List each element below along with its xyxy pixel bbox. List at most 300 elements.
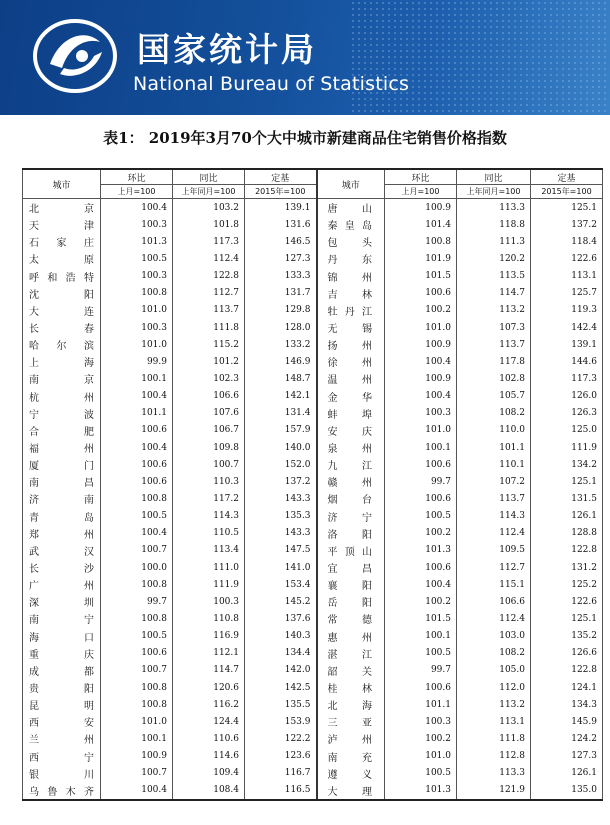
city-cell: 九江	[317, 456, 385, 473]
index-cell: 100.4	[385, 388, 457, 405]
city-cell: 北海	[317, 696, 385, 713]
city-cell: 兰州	[23, 730, 101, 747]
index-cell: 145.2	[245, 593, 317, 610]
index-cell: 135.3	[245, 508, 317, 525]
index-cell: 105.7	[457, 388, 531, 405]
index-cell: 103.2	[173, 199, 245, 217]
city-cell: 福州	[23, 439, 101, 456]
index-cell: 124.2	[531, 730, 603, 747]
index-cell: 128.0	[245, 319, 317, 336]
city-cell: 包头	[317, 233, 385, 250]
index-cell: 100.6	[385, 559, 457, 576]
index-cell: 126.3	[531, 405, 603, 422]
col-city-2: 城市	[317, 169, 385, 199]
index-cell: 113.3	[457, 765, 531, 782]
table-row	[23, 593, 603, 610]
nbs-logo-icon	[30, 16, 120, 96]
index-cell: 113.7	[457, 336, 531, 353]
index-cell: 99.9	[101, 353, 173, 370]
index-cell: 100.8	[101, 696, 173, 713]
index-cell: 100.6	[101, 456, 173, 473]
city-cell: 呼和浩特	[23, 268, 101, 285]
index-cell: 100.4	[385, 576, 457, 593]
index-cell: 117.2	[173, 490, 245, 507]
index-cell: 113.1	[457, 713, 531, 730]
city-cell: 西安	[23, 713, 101, 730]
table-row	[23, 388, 603, 405]
index-cell: 143.3	[245, 525, 317, 542]
col-city: 城市	[23, 169, 101, 199]
index-cell: 100.2	[385, 302, 457, 319]
index-cell: 133.3	[245, 268, 317, 285]
index-cell: 100.1	[385, 628, 457, 645]
index-cell: 134.2	[531, 456, 603, 473]
city-cell: 厦门	[23, 456, 101, 473]
city-cell: 哈尔滨	[23, 336, 101, 353]
table-row	[23, 662, 603, 679]
city-cell: 秦皇岛	[317, 216, 385, 233]
index-cell: 118.4	[531, 233, 603, 250]
index-cell: 114.3	[457, 508, 531, 525]
table-row	[23, 353, 603, 370]
index-cell: 112.4	[173, 250, 245, 267]
table-row	[23, 645, 603, 662]
col-mom-base-2: 上月=100	[385, 185, 457, 199]
col-yoy-base-2: 上年同月=100	[457, 185, 531, 199]
index-cell: 100.9	[385, 336, 457, 353]
city-cell: 常德	[317, 610, 385, 627]
table-row	[23, 285, 603, 302]
index-cell: 135.0	[531, 782, 603, 800]
city-cell: 烟台	[317, 490, 385, 507]
col-mom-base: 上月=100	[101, 185, 173, 199]
index-cell: 100.1	[385, 439, 457, 456]
city-cell: 惠州	[317, 628, 385, 645]
index-cell: 125.1	[531, 473, 603, 490]
index-cell: 111.0	[173, 559, 245, 576]
index-cell: 146.5	[245, 233, 317, 250]
index-cell: 122.8	[531, 542, 603, 559]
index-cell: 111.3	[457, 233, 531, 250]
index-cell: 126.1	[531, 765, 603, 782]
city-cell: 大连	[23, 302, 101, 319]
table-row	[23, 542, 603, 559]
index-cell: 137.6	[245, 610, 317, 627]
table-row	[23, 610, 603, 627]
city-cell: 海口	[23, 628, 101, 645]
city-cell: 洛阳	[317, 525, 385, 542]
index-cell: 101.0	[101, 713, 173, 730]
index-cell: 142.5	[245, 679, 317, 696]
index-cell: 101.3	[385, 782, 457, 800]
index-cell: 101.3	[385, 542, 457, 559]
index-cell: 122.8	[173, 268, 245, 285]
index-cell: 135.2	[531, 628, 603, 645]
city-cell: 金华	[317, 388, 385, 405]
index-cell: 148.7	[245, 370, 317, 387]
city-cell: 沈阳	[23, 285, 101, 302]
index-cell: 131.6	[245, 216, 317, 233]
table-row	[23, 525, 603, 542]
city-cell: 岳阳	[317, 593, 385, 610]
index-cell: 102.8	[457, 370, 531, 387]
index-cell: 122.2	[245, 730, 317, 747]
index-cell: 120.2	[457, 250, 531, 267]
table-row	[23, 559, 603, 576]
city-cell: 上海	[23, 353, 101, 370]
city-cell: 南充	[317, 748, 385, 765]
table-row	[23, 319, 603, 336]
city-cell: 三亚	[317, 713, 385, 730]
index-cell: 126.1	[531, 508, 603, 525]
city-cell: 锦州	[317, 268, 385, 285]
index-cell: 113.2	[457, 302, 531, 319]
index-cell: 125.1	[531, 199, 603, 217]
index-cell: 101.3	[101, 233, 173, 250]
index-cell: 100.1	[101, 370, 173, 387]
index-cell: 142.1	[245, 388, 317, 405]
index-cell: 110.1	[457, 456, 531, 473]
index-cell: 112.4	[457, 525, 531, 542]
index-cell: 131.2	[531, 559, 603, 576]
index-cell: 100.6	[385, 456, 457, 473]
city-cell: 石家庄	[23, 233, 101, 250]
index-cell: 142.4	[531, 319, 603, 336]
index-cell: 116.2	[173, 696, 245, 713]
city-cell: 泉州	[317, 439, 385, 456]
index-cell: 120.6	[173, 679, 245, 696]
col-fixed-base: 2015年=100	[245, 185, 317, 199]
index-cell: 142.0	[245, 662, 317, 679]
city-cell: 唐山	[317, 199, 385, 217]
index-cell: 102.3	[173, 370, 245, 387]
index-cell: 100.6	[101, 422, 173, 439]
table-row	[23, 628, 603, 645]
table-row	[23, 405, 603, 422]
index-cell: 100.8	[101, 285, 173, 302]
index-cell: 114.6	[173, 748, 245, 765]
index-cell: 111.8	[457, 730, 531, 747]
index-cell: 153.9	[245, 713, 317, 730]
city-cell: 广州	[23, 576, 101, 593]
index-cell: 113.7	[173, 302, 245, 319]
index-cell: 100.9	[385, 199, 457, 217]
city-cell: 南京	[23, 370, 101, 387]
col-mom-2: 环比	[385, 169, 457, 185]
index-cell: 100.4	[101, 199, 173, 217]
city-cell: 青岛	[23, 508, 101, 525]
index-cell: 110.5	[173, 525, 245, 542]
index-cell: 131.5	[531, 490, 603, 507]
index-cell: 128.8	[531, 525, 603, 542]
index-cell: 109.5	[457, 542, 531, 559]
index-cell: 141.0	[245, 559, 317, 576]
index-cell: 100.2	[385, 730, 457, 747]
index-cell: 114.7	[457, 285, 531, 302]
city-cell: 宜昌	[317, 559, 385, 576]
index-cell: 135.5	[245, 696, 317, 713]
index-cell: 139.1	[245, 199, 317, 217]
index-cell: 108.2	[457, 405, 531, 422]
index-cell: 100.5	[385, 765, 457, 782]
index-cell: 108.4	[173, 782, 245, 800]
index-cell: 106.6	[173, 388, 245, 405]
city-cell: 襄阳	[317, 576, 385, 593]
index-cell: 100.4	[101, 439, 173, 456]
index-cell: 146.9	[245, 353, 317, 370]
index-cell: 125.1	[531, 610, 603, 627]
index-cell: 131.7	[245, 285, 317, 302]
city-cell: 重庆	[23, 645, 101, 662]
index-cell: 107.2	[457, 473, 531, 490]
city-cell: 西宁	[23, 748, 101, 765]
index-cell: 100.8	[101, 490, 173, 507]
index-cell: 137.2	[245, 473, 317, 490]
city-cell: 湛江	[317, 645, 385, 662]
index-cell: 144.6	[531, 353, 603, 370]
col-fixed-base-2: 2015年=100	[531, 185, 603, 199]
index-cell: 110.6	[173, 730, 245, 747]
index-cell: 100.3	[101, 216, 173, 233]
table-row	[23, 679, 603, 696]
index-cell: 100.3	[385, 405, 457, 422]
index-cell: 101.0	[101, 302, 173, 319]
city-cell: 宁波	[23, 405, 101, 422]
index-cell: 105.0	[457, 662, 531, 679]
index-cell: 140.3	[245, 628, 317, 645]
org-name-cn: 国家统计局	[137, 30, 317, 69]
world-map-pattern	[350, 0, 610, 115]
index-cell: 112.7	[173, 285, 245, 302]
index-cell: 101.1	[385, 696, 457, 713]
index-cell: 111.9	[531, 439, 603, 456]
index-cell: 101.8	[173, 216, 245, 233]
index-cell: 126.6	[531, 645, 603, 662]
index-cell: 101.1	[457, 439, 531, 456]
city-cell: 赣州	[317, 473, 385, 490]
index-cell: 100.6	[385, 490, 457, 507]
city-cell: 扬州	[317, 336, 385, 353]
index-cell: 116.5	[245, 782, 317, 800]
table-row	[23, 439, 603, 456]
col-yoy-2: 同比	[457, 169, 531, 185]
city-cell: 大理	[317, 782, 385, 800]
index-cell: 100.2	[385, 525, 457, 542]
index-cell: 99.7	[385, 473, 457, 490]
index-cell: 113.2	[457, 696, 531, 713]
index-cell: 100.1	[101, 730, 173, 747]
index-cell: 101.0	[385, 422, 457, 439]
city-cell: 丹东	[317, 250, 385, 267]
header-banner	[0, 0, 610, 115]
index-cell: 109.4	[173, 765, 245, 782]
index-cell: 101.0	[385, 319, 457, 336]
city-cell: 温州	[317, 370, 385, 387]
table-row	[23, 696, 603, 713]
index-cell: 100.4	[385, 353, 457, 370]
index-cell: 113.5	[457, 268, 531, 285]
index-cell: 134.4	[245, 645, 317, 662]
index-cell: 112.0	[457, 679, 531, 696]
index-cell: 125.7	[531, 285, 603, 302]
index-cell: 100.3	[101, 268, 173, 285]
col-yoy-base: 上年同月=100	[173, 185, 245, 199]
index-cell: 100.5	[385, 508, 457, 525]
city-cell: 蚌埠	[317, 405, 385, 422]
index-cell: 117.3	[531, 370, 603, 387]
index-cell: 153.4	[245, 576, 317, 593]
index-cell: 124.1	[531, 679, 603, 696]
index-cell: 106.7	[173, 422, 245, 439]
index-cell: 127.3	[531, 748, 603, 765]
index-cell: 106.6	[457, 593, 531, 610]
org-name-en: National Bureau of Statistics	[133, 73, 410, 95]
index-cell: 129.8	[245, 302, 317, 319]
table-row	[23, 508, 603, 525]
index-cell: 122.8	[531, 662, 603, 679]
index-cell: 100.7	[101, 542, 173, 559]
city-cell: 济宁	[317, 508, 385, 525]
city-cell: 徐州	[317, 353, 385, 370]
table-row	[23, 268, 603, 285]
index-cell: 100.5	[101, 628, 173, 645]
index-cell: 100.7	[101, 662, 173, 679]
col-mom: 环比	[101, 169, 173, 185]
table-row	[23, 233, 603, 250]
city-cell: 长春	[23, 319, 101, 336]
col-fixed-2: 定基	[531, 169, 603, 185]
table-row	[23, 748, 603, 765]
col-yoy: 同比	[173, 169, 245, 185]
index-cell: 100.7	[173, 456, 245, 473]
index-cell: 100.3	[385, 713, 457, 730]
index-cell: 115.1	[457, 576, 531, 593]
index-cell: 101.1	[101, 405, 173, 422]
city-cell: 深圳	[23, 593, 101, 610]
city-cell: 安庆	[317, 422, 385, 439]
city-cell: 韶关	[317, 662, 385, 679]
index-cell: 100.6	[385, 285, 457, 302]
table-row	[23, 370, 603, 387]
index-cell: 100.0	[101, 559, 173, 576]
table-body	[23, 199, 603, 800]
index-cell: 100.7	[101, 765, 173, 782]
table-row	[23, 473, 603, 490]
city-cell: 贵阳	[23, 679, 101, 696]
index-cell: 100.3	[173, 593, 245, 610]
table-row	[23, 765, 603, 782]
index-cell: 108.2	[457, 645, 531, 662]
index-cell: 101.0	[101, 336, 173, 353]
city-cell: 吉林	[317, 285, 385, 302]
index-cell: 100.8	[101, 679, 173, 696]
index-cell: 101.4	[385, 216, 457, 233]
index-cell: 100.5	[101, 250, 173, 267]
city-cell: 太原	[23, 250, 101, 267]
index-cell: 110.8	[173, 610, 245, 627]
index-cell: 117.3	[173, 233, 245, 250]
index-cell: 113.7	[457, 490, 531, 507]
index-cell: 101.0	[385, 748, 457, 765]
index-cell: 119.3	[531, 302, 603, 319]
index-cell: 113.4	[173, 542, 245, 559]
index-cell: 126.0	[531, 388, 603, 405]
index-cell: 110.3	[173, 473, 245, 490]
index-cell: 113.3	[457, 199, 531, 217]
index-cell: 100.2	[385, 593, 457, 610]
table-row	[23, 490, 603, 507]
table-row	[23, 576, 603, 593]
city-cell: 天津	[23, 216, 101, 233]
index-cell: 123.6	[245, 748, 317, 765]
index-cell: 145.9	[531, 713, 603, 730]
index-cell: 121.9	[457, 782, 531, 800]
city-cell: 银川	[23, 765, 101, 782]
city-cell: 合肥	[23, 422, 101, 439]
index-cell: 112.8	[457, 748, 531, 765]
index-cell: 100.5	[385, 645, 457, 662]
index-cell: 137.2	[531, 216, 603, 233]
city-cell: 济南	[23, 490, 101, 507]
index-cell: 100.6	[101, 473, 173, 490]
index-cell: 115.2	[173, 336, 245, 353]
table-row	[23, 216, 603, 233]
index-cell: 110.0	[457, 422, 531, 439]
index-cell: 117.8	[457, 353, 531, 370]
table-row	[23, 782, 603, 800]
table-title: 表1： 2019年3月70个大中城市新建商品住宅销售价格指数	[103, 129, 507, 147]
city-cell: 昆明	[23, 696, 101, 713]
index-cell: 127.3	[245, 250, 317, 267]
city-cell: 无锡	[317, 319, 385, 336]
index-cell: 112.7	[457, 559, 531, 576]
index-cell: 124.4	[173, 713, 245, 730]
city-cell: 南宁	[23, 610, 101, 627]
index-cell: 122.6	[531, 593, 603, 610]
table-row	[23, 336, 603, 353]
city-cell: 南昌	[23, 473, 101, 490]
index-cell: 100.6	[385, 679, 457, 696]
city-cell: 成都	[23, 662, 101, 679]
city-cell: 杭州	[23, 388, 101, 405]
city-cell: 乌鲁木齐	[23, 782, 101, 800]
index-cell: 125.0	[531, 422, 603, 439]
index-cell: 100.9	[385, 370, 457, 387]
index-cell: 100.3	[101, 319, 173, 336]
city-cell: 遵义	[317, 765, 385, 782]
city-cell: 桂林	[317, 679, 385, 696]
index-cell: 122.6	[531, 250, 603, 267]
index-cell: 100.4	[101, 525, 173, 542]
index-cell: 157.9	[245, 422, 317, 439]
index-cell: 100.5	[101, 508, 173, 525]
table-row	[23, 199, 603, 217]
col-fixed: 定基	[245, 169, 317, 185]
index-cell: 103.0	[457, 628, 531, 645]
index-cell: 125.2	[531, 576, 603, 593]
index-cell: 140.0	[245, 439, 317, 456]
index-cell: 100.4	[101, 782, 173, 800]
index-cell: 112.4	[457, 610, 531, 627]
index-cell: 100.8	[385, 233, 457, 250]
table-row	[23, 456, 603, 473]
index-cell: 107.3	[457, 319, 531, 336]
index-cell: 143.3	[245, 490, 317, 507]
index-cell: 116.7	[245, 765, 317, 782]
price-index-table	[22, 168, 602, 801]
table-row	[23, 730, 603, 747]
city-cell: 平顶山	[317, 542, 385, 559]
